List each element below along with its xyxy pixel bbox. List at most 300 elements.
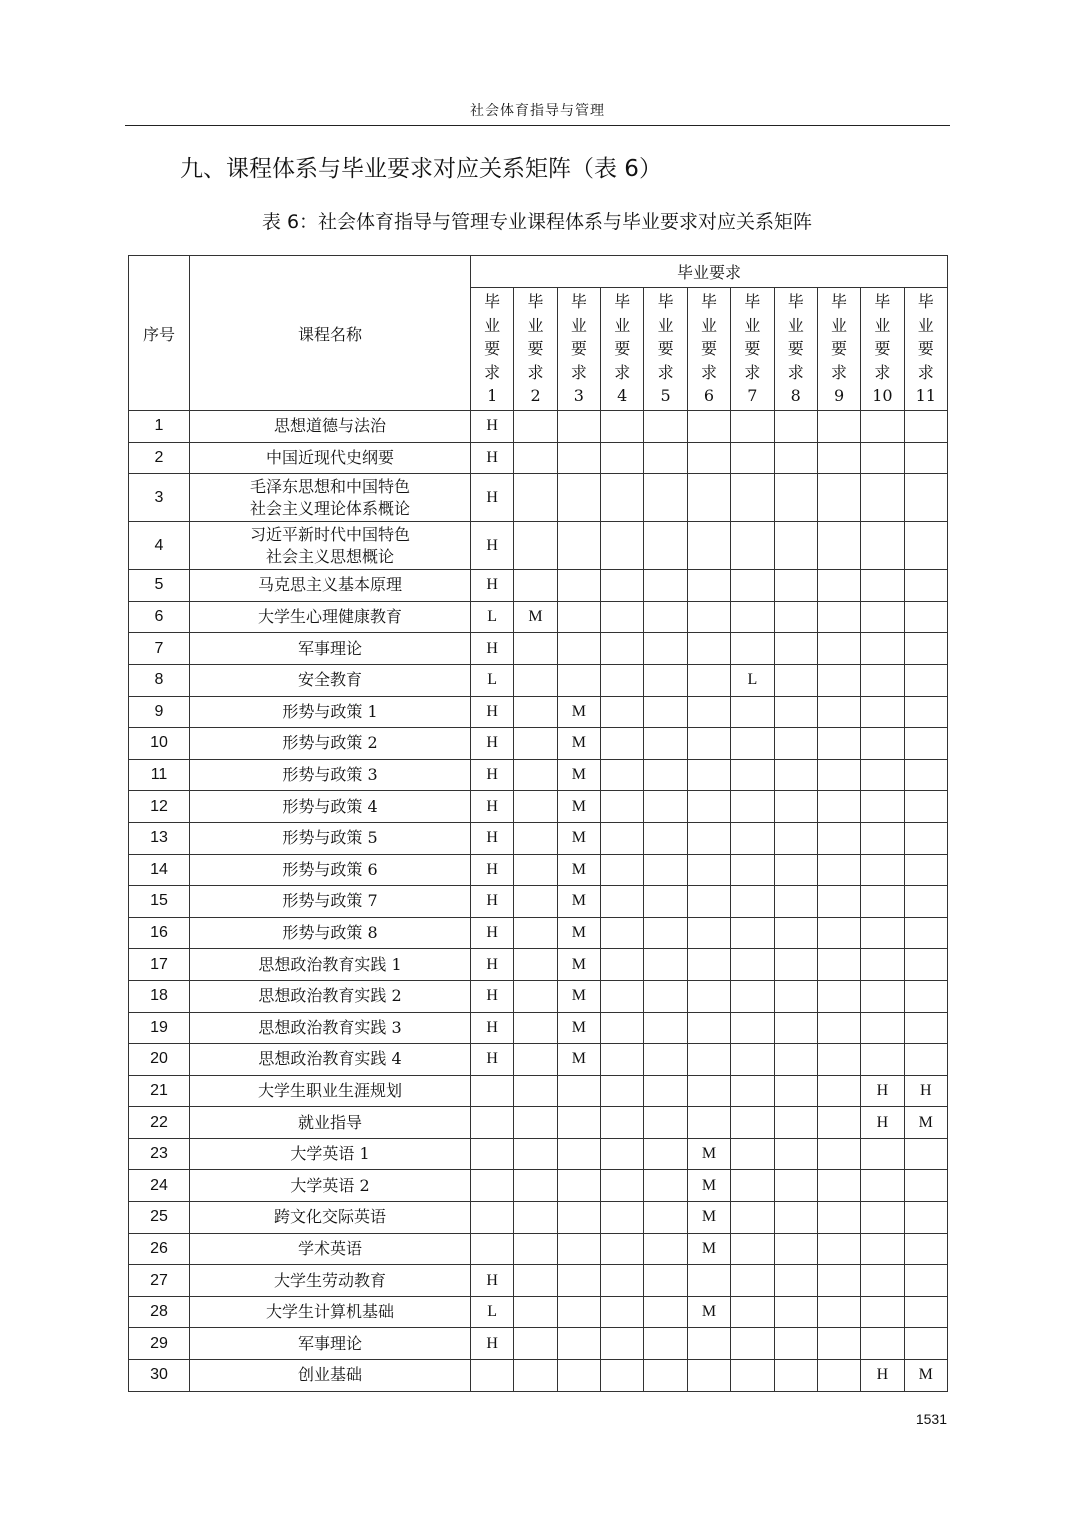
requirement-mark [514,980,557,1012]
course-name [190,791,471,823]
requirement-mark [817,1138,860,1170]
requirement-header-char: 要 [744,339,761,359]
row-seq: 6 [129,601,190,633]
requirement-mark [601,1328,644,1360]
requirement-mark [774,1170,817,1202]
requirement-mark [774,411,817,443]
requirement-mark [731,696,774,728]
header-rule [125,125,950,126]
requirement-header-char: 毕 [874,292,891,312]
course-name-header: 课程名称 [190,256,471,411]
requirement-mark [687,917,730,949]
requirement-mark [557,633,600,665]
requirement-mark [687,1044,730,1076]
requirement-mark [644,442,687,474]
requirement-mark [774,1012,817,1044]
course-name-line: 社会主义思想概论 [265,546,394,566]
requirement-header-char: 求 [831,362,848,382]
requirement-mark: M [557,949,600,981]
requirement-mark [817,759,860,791]
requirement-mark [644,1107,687,1139]
course-name [190,601,471,633]
requirement-mark [644,917,687,949]
requirement-mark: M [557,917,600,949]
requirement-mark [601,1044,644,1076]
requirement-mark: H [471,696,514,728]
requirement-mark [514,1202,557,1234]
table-row [129,1075,948,1107]
requirement-header-char: 求 [700,362,717,382]
requirement-mark [601,917,644,949]
requirement-mark [687,949,730,981]
course-name-line: 大学英语 1 [290,1144,370,1164]
row-seq: 15 [129,886,190,918]
requirement-mark [557,411,600,443]
course-name [190,728,471,760]
requirement-mark [644,1296,687,1328]
row-seq: 23 [129,1138,190,1170]
course-name-line: 创业基础 [297,1365,362,1385]
requirement-mark [774,1296,817,1328]
requirement-mark [644,411,687,443]
requirement-mark [904,759,947,791]
requirement-mark [514,570,557,602]
requirement-mark [601,1075,644,1107]
requirement-mark [817,728,860,760]
requirement-mark [687,822,730,854]
requirement-mark [514,1360,557,1392]
requirement-mark [817,633,860,665]
requirement-header-char: 10 [872,386,893,406]
course-name-line: 形势与政策 8 [282,923,378,943]
requirement-mark [644,1233,687,1265]
requirement-mark [557,1138,600,1170]
requirement-mark [861,1233,904,1265]
requirement-mark [817,1170,860,1202]
course-name [190,1265,471,1297]
requirement-mark [514,1107,557,1139]
requirement-mark [817,1107,860,1139]
requirement-mark [557,1265,600,1297]
requirement-header-8 [774,288,817,411]
requirement-mark: M [557,696,600,728]
requirement-header-char: 业 [484,315,501,335]
requirement-mark: M [557,822,600,854]
requirement-mark [904,822,947,854]
requirement-mark [904,664,947,696]
course-name-line: 学术英语 [297,1238,362,1258]
requirement-mark [817,696,860,728]
requirement-mark [601,759,644,791]
requirement-mark: M [557,1012,600,1044]
course-name [190,1170,471,1202]
requirement-mark [687,570,730,602]
row-seq: 8 [129,664,190,696]
requirement-mark [514,442,557,474]
requirement-mark [731,1360,774,1392]
requirement-mark [817,442,860,474]
requirement-mark [601,1170,644,1202]
requirement-mark: H [471,791,514,823]
requirement-mark: M [557,728,600,760]
section-title: 九、课程体系与毕业要求对应关系矩阵（表 6） [180,156,662,182]
requirement-mark [514,791,557,823]
requirement-mark: H [471,886,514,918]
course-name-line: 军事理论 [297,1333,362,1353]
requirement-header-char: 求 [917,362,934,382]
requirement-mark [601,570,644,602]
table-row [129,791,948,823]
requirement-header-char: 毕 [917,292,934,312]
requirement-mark [861,1296,904,1328]
requirement-mark: M [557,980,600,1012]
requirement-mark [644,759,687,791]
table-row [129,917,948,949]
requirement-mark [774,1360,817,1392]
requirement-mark [731,980,774,1012]
requirement-mark: H [471,980,514,1012]
requirement-mark [514,633,557,665]
requirement-mark [601,633,644,665]
requirement-header-char: 毕 [570,292,587,312]
requirement-header-4 [601,288,644,411]
requirement-mark: H [904,1075,947,1107]
requirement-mark [644,886,687,918]
requirement-mark [861,1170,904,1202]
requirement-mark [687,1075,730,1107]
requirement-mark [687,633,730,665]
course-name [190,411,471,443]
requirement-mark [774,601,817,633]
course-name-line: 跨文化交际英语 [273,1207,386,1227]
requirement-mark [817,1265,860,1297]
course-name-line: 思想政治教育实践 3 [258,1017,402,1037]
requirement-mark [687,759,730,791]
row-seq: 22 [129,1107,190,1139]
requirement-mark [904,633,947,665]
requirement-mark [861,1012,904,1044]
table-row [129,728,948,760]
course-name [190,1202,471,1234]
requirement-mark [861,1265,904,1297]
requirement-mark [644,728,687,760]
requirement-mark [644,570,687,602]
requirement-mark [557,1075,600,1107]
requirement-header-char: 9 [833,386,845,406]
requirement-mark [601,1012,644,1044]
requirement-mark [904,570,947,602]
requirement-mark: H [471,728,514,760]
course-name-line: 大学英语 2 [290,1175,370,1195]
course-requirement-matrix [128,255,948,1392]
table-row [129,854,948,886]
requirement-mark: H [471,854,514,886]
requirement-mark: M [687,1202,730,1234]
table-row [129,664,948,696]
course-name-line: 形势与政策 4 [282,796,378,816]
requirement-mark [774,949,817,981]
requirement-mark [731,949,774,981]
requirement-mark [731,1265,774,1297]
course-name-line: 形势与政策 7 [282,891,378,911]
table-row [129,474,948,522]
row-seq: 20 [129,1044,190,1076]
requirement-mark [904,1265,947,1297]
course-name-line: 形势与政策 1 [282,701,378,721]
requirement-mark [731,822,774,854]
requirement-mark [731,442,774,474]
requirements-group-header: 毕业要求 [471,256,948,288]
requirement-mark [817,917,860,949]
requirement-mark [817,570,860,602]
requirement-mark [817,1360,860,1392]
requirement-mark [817,822,860,854]
requirement-mark [731,1138,774,1170]
requirement-mark [774,886,817,918]
course-name [190,917,471,949]
requirement-mark [817,791,860,823]
table-row [129,949,948,981]
requirement-mark [774,822,817,854]
course-name [190,522,471,570]
requirement-mark [557,442,600,474]
requirement-mark [471,1075,514,1107]
requirement-mark [817,474,860,522]
row-seq: 11 [129,759,190,791]
requirement-mark [774,442,817,474]
requirement-mark [514,822,557,854]
requirement-mark [904,1012,947,1044]
table-row [129,759,948,791]
requirement-mark [817,1202,860,1234]
requirement-mark [557,474,600,522]
requirement-mark [514,759,557,791]
requirement-mark [601,601,644,633]
requirement-mark [644,696,687,728]
requirement-mark [471,1360,514,1392]
requirement-mark [861,949,904,981]
requirement-mark [514,886,557,918]
requirement-mark [904,1233,947,1265]
requirement-header-char: 2 [530,386,541,406]
row-seq: 19 [129,1012,190,1044]
requirement-mark [644,664,687,696]
requirement-header-char: 求 [787,362,804,382]
requirement-header-char: 业 [700,315,717,335]
requirement-mark: H [471,822,514,854]
requirement-mark [774,474,817,522]
requirement-header-char: 业 [527,315,544,335]
requirement-mark [471,1107,514,1139]
requirement-header-char: 3 [573,386,584,406]
row-seq: 25 [129,1202,190,1234]
requirement-mark [601,791,644,823]
requirement-mark [514,696,557,728]
requirement-mark [774,696,817,728]
requirement-mark [861,1138,904,1170]
requirement-mark [861,980,904,1012]
requirement-mark [731,854,774,886]
requirement-mark [861,791,904,823]
requirement-header-char: 业 [874,315,891,335]
requirement-mark [904,1296,947,1328]
requirement-mark [644,1328,687,1360]
requirement-mark: H [471,1328,514,1360]
course-name [190,1233,471,1265]
requirement-mark [861,1202,904,1234]
requirement-mark [904,442,947,474]
requirement-header-char: 毕 [527,292,544,312]
table-row [129,1107,948,1139]
requirement-header-char: 毕 [614,292,631,312]
requirement-mark [601,1296,644,1328]
requirement-mark [774,917,817,949]
requirement-header-char: 要 [527,339,544,359]
requirement-mark [731,601,774,633]
requirement-mark [687,696,730,728]
requirement-mark [644,522,687,570]
requirement-mark [731,1170,774,1202]
requirement-mark [514,1233,557,1265]
row-seq: 7 [129,633,190,665]
requirement-header-char: 毕 [744,292,761,312]
requirement-mark: L [471,1296,514,1328]
requirement-mark [817,1296,860,1328]
requirement-mark [774,791,817,823]
requirement-mark [731,1233,774,1265]
requirement-header-9 [817,288,860,411]
requirement-mark [557,570,600,602]
requirement-mark [774,854,817,886]
course-name-line: 思想政治教育实践 2 [258,986,402,1006]
requirement-mark [774,1233,817,1265]
requirement-mark [601,854,644,886]
requirement-header-char: 1 [487,386,498,406]
requirement-mark [644,1265,687,1297]
row-seq: 18 [129,980,190,1012]
requirement-mark [557,1233,600,1265]
requirement-mark [817,1044,860,1076]
requirement-mark [687,1107,730,1139]
requirement-mark [904,1138,947,1170]
table-row [129,1233,948,1265]
requirement-header-5 [644,288,687,411]
table-row [129,980,948,1012]
requirement-mark [687,886,730,918]
requirement-mark [601,822,644,854]
requirement-mark [687,664,730,696]
row-seq: 14 [129,854,190,886]
requirement-mark [817,854,860,886]
row-seq: 4 [129,522,190,570]
requirement-header-char: 毕 [657,292,674,312]
requirement-mark: L [471,664,514,696]
requirement-mark [904,1202,947,1234]
table-row [129,1202,948,1234]
row-seq: 17 [129,949,190,981]
requirement-mark: M [687,1138,730,1170]
course-name-line: 大学生计算机基础 [265,1302,394,1322]
requirement-mark [861,822,904,854]
table-row [129,696,948,728]
course-name-line: 思想政治教育实践 1 [258,954,402,974]
requirement-mark [774,759,817,791]
requirement-mark: H [471,570,514,602]
requirement-mark [601,1138,644,1170]
requirement-header-char: 4 [617,386,628,406]
row-seq: 2 [129,442,190,474]
requirement-mark [774,1075,817,1107]
requirement-mark [514,1044,557,1076]
table-row [129,1296,948,1328]
table-row [129,1265,948,1297]
requirement-mark: M [557,759,600,791]
requirement-mark [644,1360,687,1392]
requirement-mark [861,474,904,522]
requirement-mark [731,886,774,918]
course-name [190,570,471,602]
requirement-mark [514,474,557,522]
requirement-mark [644,854,687,886]
requirement-mark: H [471,917,514,949]
requirement-mark [904,917,947,949]
requirement-mark [687,474,730,522]
requirement-mark [514,1075,557,1107]
requirement-mark [601,886,644,918]
row-seq: 10 [129,728,190,760]
requirement-mark [601,1202,644,1234]
table-row [129,1170,948,1202]
requirement-mark [817,601,860,633]
requirement-mark [601,980,644,1012]
requirement-mark [731,1202,774,1234]
requirement-mark [644,601,687,633]
requirement-header-char: 业 [657,315,674,335]
requirement-header-char: 要 [787,339,804,359]
requirement-mark [687,411,730,443]
requirement-mark: H [861,1360,904,1392]
row-seq: 24 [129,1170,190,1202]
course-name [190,949,471,981]
requirement-header-char: 要 [831,339,848,359]
requirement-mark [557,522,600,570]
course-name [190,664,471,696]
requirement-mark [731,791,774,823]
requirement-mark [687,522,730,570]
requirement-mark [601,1265,644,1297]
requirement-mark [774,522,817,570]
requirement-mark [644,1075,687,1107]
table-caption: 表 6：社会体育指导与管理专业课程体系与毕业要求对应关系矩阵 [261,211,813,233]
requirement-header-char: 要 [570,339,587,359]
requirement-mark: M [904,1107,947,1139]
course-name-line: 马克思主义基本原理 [257,575,402,595]
requirement-mark: M [557,791,600,823]
requirement-mark [774,633,817,665]
requirement-mark [774,1202,817,1234]
course-name [190,442,471,474]
requirement-mark [687,791,730,823]
course-name [190,1075,471,1107]
requirement-mark [601,949,644,981]
course-name [190,696,471,728]
requirement-mark [904,1328,947,1360]
requirement-mark: M [514,601,557,633]
row-seq: 13 [129,822,190,854]
requirement-mark [601,1360,644,1392]
requirement-mark [817,664,860,696]
course-name [190,1107,471,1139]
